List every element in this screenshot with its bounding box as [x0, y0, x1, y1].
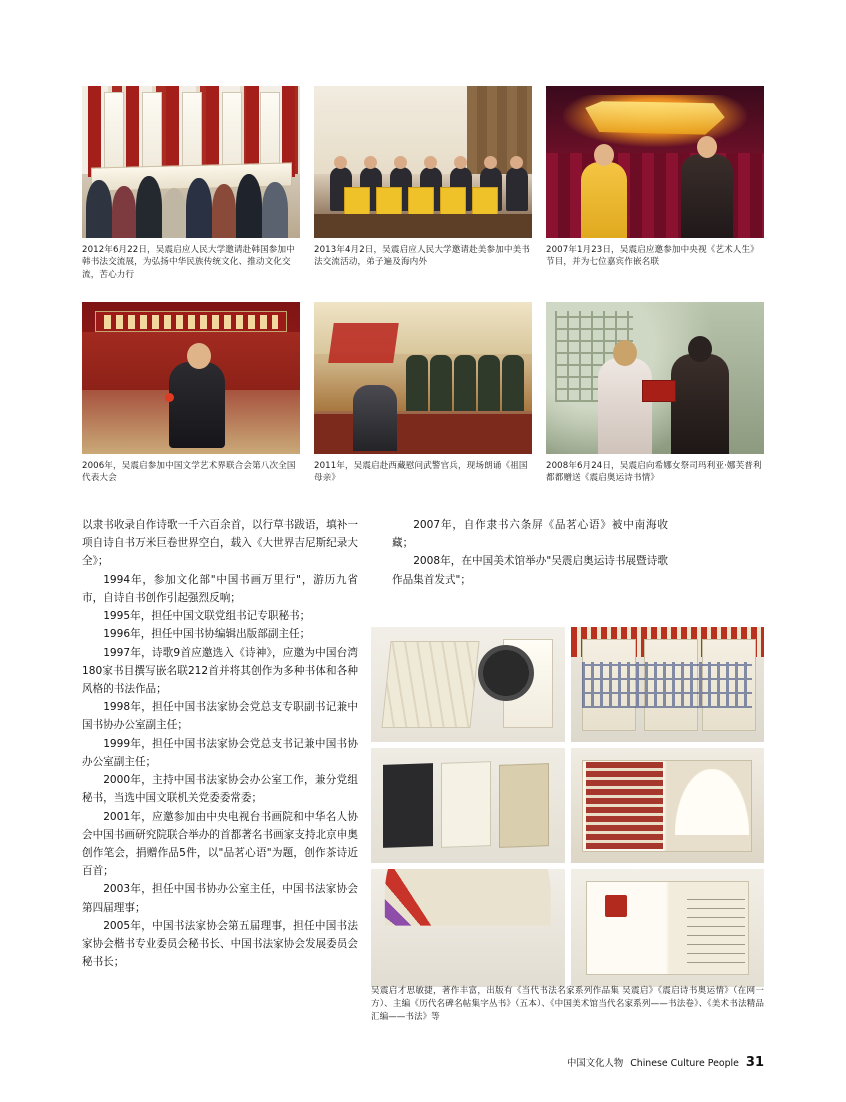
book-three-volumes — [371, 748, 565, 863]
page-number: 31 — [745, 1055, 764, 1070]
paragraph: 1996年，担任中国书协编辑出版部副主任； — [103, 628, 311, 641]
body-left-column — [82, 516, 358, 971]
paragraph: 2001年，应邀参加由中央电视台书画院和中华名人协会中国书画研究院联合举办的首都著名书画家支持北京申奥创作笔会，捐赠作品5件，以"品茗心语"为题，创作茶诗近百首； — [82, 810, 358, 878]
paragraph: 2007年，自作隶书六条屏《品茗心语》被中南海收藏； — [392, 519, 668, 550]
book-concertina-album — [371, 627, 565, 742]
photo-cctv-art-life — [546, 86, 764, 238]
photo-korea-exhibition — [82, 86, 300, 238]
photo-cell — [82, 302, 300, 485]
page-footer — [567, 1055, 764, 1070]
book-open-seal-page — [571, 869, 765, 987]
paragraph: 2000年，主持中国书法家协会办公室工作，兼分党组秘书，当选中国文联机关党委委常委； — [82, 774, 358, 805]
photo-cell — [314, 302, 532, 485]
photo-caption: 2012年6月22日，吴震启应人民大学邀请赴韩国参加中韩书法交流展，为弘扬中华民族传统文化、推动文化交流，苦心力行 — [82, 245, 295, 280]
book-fan-arrangement — [371, 869, 565, 987]
photo-row-bottom — [82, 302, 764, 485]
photo-tibet-troops — [314, 302, 532, 454]
photo-china-us-exchange — [314, 86, 532, 238]
paragraph: 以隶书收录自作诗歌一千六百余首，以行草书跋语，填补一项自诗自书万米巨卷世界空白，载入《大世界吉尼斯纪录大全》； — [82, 519, 358, 568]
book-grid-caption: 吴震启才思敏捷，著作丰富，出版有《当代书法名家系列作品集 吴震启》《震启诗书奥运情》（在网一方）、主编《历代名碑名帖集字丛书》（五本）、《中国美术馆当代名家系列——书法卷》、《美术书法精品汇编——书法》等 — [371, 986, 764, 1022]
paragraph: 1998年，担任中国书法家协会党总支专职副书记兼中国书协办公室副主任； — [82, 701, 358, 732]
photo-cell — [546, 86, 764, 281]
photo-row-top — [82, 86, 764, 281]
photo-caption: 2013年4月2日，吴震启应人民大学邀请赴美参加中美书法交流活动，弟子遍及海内外 — [314, 245, 530, 268]
paragraph: 2008年，在中国美术馆举办"吴震启奥运诗书展暨诗歌作品集首发式"； — [392, 555, 668, 586]
photo-caption: 2007年1月23日，吴震启应邀参加中央视《艺术人生》节目，并为七位嘉宾作嵌名联 — [546, 245, 759, 268]
paragraph: 1997年，诗歌9首应邀选入《诗神》，应邀为中国台湾180家书目撰写嵌名联212首并将其创作为多种书体和各种风格的书法作品； — [82, 646, 358, 695]
paragraph: 1994年，参加文化部"中国书画万里行"，游历九省市，自诗自书创作引起强烈反响； — [82, 573, 358, 604]
photo-caption: 2008年6月24日，吴震启向希娜女祭司玛利亚·娜芙普利都都赠送《震启奥运诗书情》 — [546, 461, 762, 484]
book-photo-grid — [371, 627, 764, 987]
paragraph: 1999年，担任中国书法家协会党总支书记兼中国书协办公室副主任； — [82, 737, 358, 768]
photo-federation-congress — [82, 302, 300, 454]
book-open-red-pages — [571, 748, 765, 863]
book-rongbaozhai-catalog — [571, 627, 765, 742]
photo-cell — [82, 86, 300, 281]
footer-section-cn: 中国文化人物 — [566, 1058, 624, 1069]
paragraph: 2005年，中国书法家协会第五届理事，担任中国书法家协会楷书专业委员会秘书长、中国书法家协会发展委员会秘书长； — [82, 919, 358, 969]
paragraph: 2003年，担任中国书协办公室主任，中国书法家协会第四届理事； — [82, 883, 358, 914]
footer-section-en: Chinese Culture People — [630, 1058, 739, 1069]
paragraph: 1995年，担任中国文联党组书记专职秘书； — [103, 610, 311, 623]
photo-cell — [314, 86, 532, 281]
photo-caption: 2006年，吴震启参加中国文学艺术界联合会第八次全国代表大会 — [82, 461, 296, 484]
photo-cell — [546, 302, 764, 485]
photo-award-ceremony — [546, 302, 764, 454]
photo-caption: 2011年，吴震启赴西藏慰问武警官兵，现场朗诵《祖国母亲》 — [314, 461, 528, 484]
body-right-column — [392, 516, 668, 589]
